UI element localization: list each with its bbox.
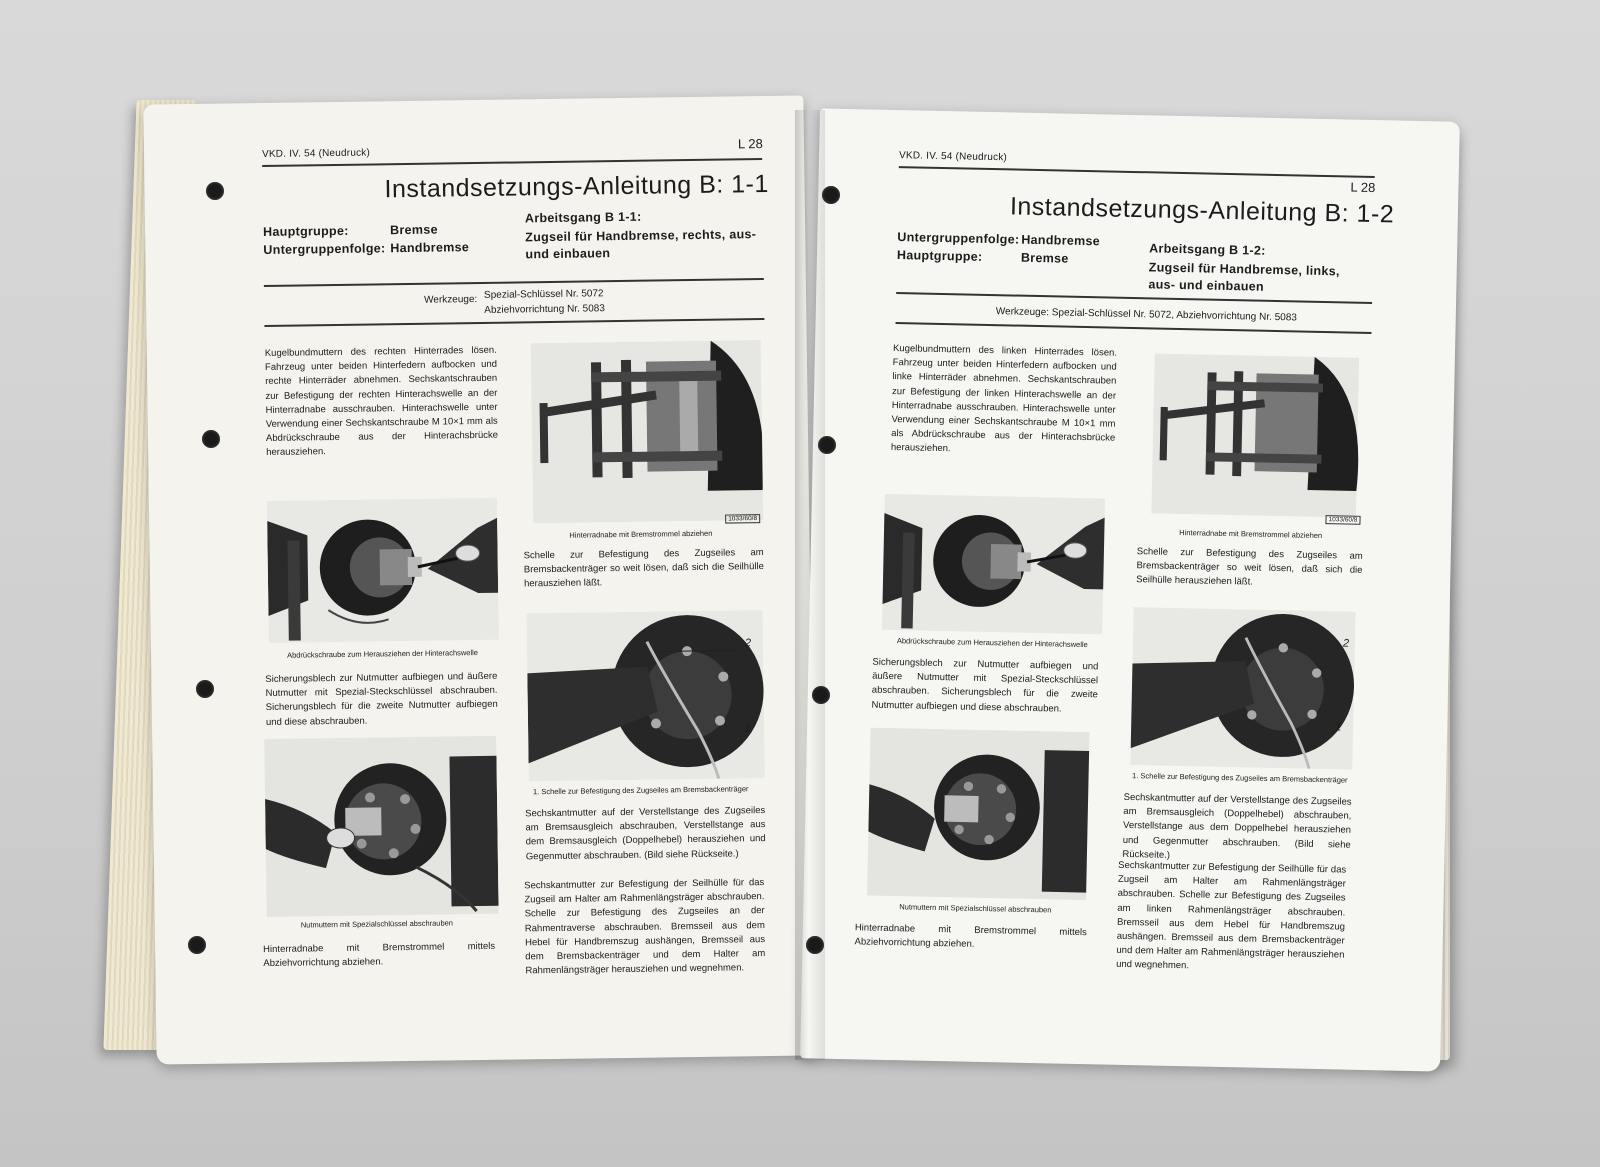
left-binder-hole-4 [188, 936, 206, 954]
right-untergruppe-value: Handbremse [1021, 232, 1101, 249]
right-hauptgruppe-value: Bremse [1020, 250, 1069, 266]
right-paragraph-1: Kugelbundmuttern des linken Hinterrades lösen. Fahrzeug unter beiden Hinterfedern aufbocken und linke Hinterräder abnehmen. Sechskantschrauben zur Befestigung der linken Hinterachswelle an der Hinterradnabe ausschrauben. Hinterachswelle unter Verwendung einer Sechskantschraube M 10×1 mm als Abdrückschraube aus der Hinterachsbrücke herausziehen. [890, 342, 1118, 455]
right-rule-2 [896, 322, 1372, 333]
right-tools-1: Spezial-Schlüssel Nr. 5072, Abziehvorrichtung Nr. 5083 [1051, 307, 1297, 324]
right-paragraph-5: Sechskantmutter auf der Verstellstange des Zugseiles am Bremsausgleich (Doppelhebel) abschrauben, Verstellstange aus dem Doppelhebel herausziehen und Gegenmutter abschrauben. (Bild siehe Rückseite.) [1122, 791, 1352, 861]
right-callout-1: 1 [1335, 721, 1342, 734]
left-caption-4: 1. Schelle zur Befestigung des Zugseiles am Bremsbackenträger [532, 784, 749, 797]
left-photo-nut-removal [264, 736, 498, 917]
right-caption-2: Nutmuttern mit Spezialschlüssel abschrauben [899, 902, 1052, 915]
right-binder-hole-4 [806, 936, 824, 954]
right-arbeitsgang-label: Arbeitsgang B 1-2: [1149, 241, 1266, 258]
right-header-rule [899, 166, 1375, 177]
right-caption-1: Abdrückschraube zum Herausziehen der Hinterachswelle [896, 636, 1088, 650]
left-tools-label: Werkzeuge: [424, 294, 478, 306]
right-untergruppe-label: Untergruppenfolge: [897, 230, 1020, 247]
right-paragraph-6: Sechskantmutter zur Befestigung der Seilhülle für das Zugseil am Halter am Rahmenlängsträger abschrauben. Schelle zur Befestigung des Zugseiles am linken Rahmenlängsträger abschrauben. Bremsseil aus dem Hebel für Handbremszug aushängen. Bremsseil aus dem Bremsbackenträger und dem Halter am Rahmenlängsträger herausziehen und wegnehmen. [1116, 859, 1347, 972]
left-page-title: Instandsetzungs-Anleitung B: 1-1 [384, 169, 769, 204]
right-arbeitsgang-text: Zugseil für Handbremse, links, aus- und einbauen [1148, 260, 1340, 294]
left-photo-hub-puller [531, 340, 763, 523]
left-photo-backing-plate [526, 610, 764, 781]
left-untergruppe-value: Handbremse [390, 240, 470, 256]
left-page-code: L 28 [737, 136, 763, 152]
left-binder-hole-2 [202, 430, 220, 448]
left-binder-hole-1 [206, 182, 224, 200]
right-binder-hole-1 [822, 186, 840, 204]
left-page [143, 95, 816, 1064]
right-binder-hole-2 [818, 436, 836, 454]
left-arbeitsgang-text: Zugseil für Handbremse, rechts, aus- und einbauen [525, 227, 757, 262]
right-page [800, 108, 1460, 1071]
right-caption-4: 1. Schelle zur Befestigung des Zugseiles am Bremsbackenträger [1132, 771, 1348, 785]
left-photo-axle-shaft [267, 498, 499, 643]
left-header-rule [262, 158, 762, 166]
right-caption-3: Hinterradnabe mit Bremstrommel abziehen [1179, 528, 1323, 541]
right-page-title: Instandsetzungs-Anleitung B: 1-2 [1009, 192, 1395, 229]
left-caption-3: Hinterradnabe mit Bremstrommel abziehen [569, 528, 713, 540]
left-rule-1 [264, 278, 764, 286]
left-hauptgruppe-label: Hauptgruppe: [263, 223, 349, 239]
left-tools-2: Abziehvorrichtung Nr. 5083 [484, 303, 605, 316]
left-photo-stamp: 1033/60/8 [725, 514, 760, 523]
left-paragraph-4: Schelle zur Befestigung des Zugseiles am Bremsbackenträger so weit lösen, daß sich die Seilhülle herausziehen läßt. [523, 547, 764, 590]
right-photo-stamp: 1033/60/8 [1325, 515, 1360, 525]
left-paragraph-5: Sechskantmutter auf der Verstellstange des Zugseiles am Bremsausgleich abschrauben, Verstellstange aus dem Bremsausgleich (Doppelhebel) herausziehen und Gegenmutter abschrauben. (Bild siehe Rückseite.) [525, 805, 766, 862]
right-photo-backing-plate [1128, 607, 1357, 770]
left-caption-2: Nutmuttern mit Spezialschlüssel abschrauben [300, 918, 454, 930]
left-caption-1: Abdrückschraube zum Herausziehen der Hinterachswelle [286, 648, 479, 660]
left-tools-1: Spezial-Schlüssel Nr. 5072 [483, 288, 604, 301]
right-paragraph-2: Sicherungsblech zur Nutmutter aufbiegen und äußere Nutmutter mit Spezial-Steckschlüssel abschrauben. Sicherungsblech für die zweite Nutmutter aufbiegen und diese abschrauben. [871, 656, 1099, 715]
left-callout-1: 1 [744, 722, 751, 735]
book-gutter [795, 110, 825, 1060]
left-paragraph-1: Kugelbundmuttern des rechten Hinterrades lösen. Fahrzeug unter beiden Hinterfedern aufbocken und rechte Hinterräder abnehmen. Sechskantschrauben zur Befestigung der rechten Hinterachswelle an der Hinterradnabe ausschrauben. Hinterachswelle unter Verwendung einer Sechskantschraube M 10×1 mm als Abdrückschraube aus der Hinterachsbrücke herausziehen. [264, 344, 499, 459]
left-paragraph-6: Sechskantmutter zur Befestigung der Seilhülle für das Zugseil am Halter am Rahmenlängsträger abschrauben. Schelle zur Befestigung des Zugseiles an der Rahmentraverse abschrauben. Bremsseil aus dem Hebel für Handbremszug aushängen, Bremsseil aus dem Bremsbackenträger und dem Halter am Rahmenlängsträger herausziehen und wegnehmen. [524, 877, 766, 977]
left-arbeitsgang-label: Arbeitsgang B 1-1: [524, 209, 642, 226]
left-callout-2: 2 [744, 637, 752, 650]
right-paragraph-4: Schelle zur Befestigung des Zugseiles am Bremsbackenträger so weit lösen, daß sich die Seilhülle herausziehen läßt. [1136, 546, 1363, 588]
right-photo-axle-shaft [881, 494, 1106, 635]
left-rule-2 [264, 318, 764, 326]
left-untergruppe-label: Untergruppenfolge: [263, 241, 386, 257]
right-photo-hub-puller [1144, 353, 1367, 518]
right-binder-hole-3 [812, 686, 830, 704]
left-binder-hole-3 [196, 680, 214, 698]
right-page-header: VKD. IV. 54 (Neudruck) [898, 150, 1008, 164]
right-callout-2: 2 [1342, 637, 1350, 650]
right-tools-label: Werkzeuge: [995, 306, 1050, 319]
right-paragraph-3: Hinterradnabe mit Bremstrommel mittels Abziehvorrichtung abziehen. [854, 922, 1087, 951]
left-hauptgruppe-value: Bremse [390, 222, 438, 238]
right-photo-nut-removal [864, 728, 1093, 901]
right-page-code: L 28 [1350, 179, 1376, 196]
right-hauptgruppe-label: Hauptgruppe: [896, 248, 983, 264]
left-paragraph-2: Sicherungsblech zur Nutmutter aufbiegen und äußere Nutmutter mit Spezial-Steckschlüssel abschrauben. Sicherungsblech für die zweite Nutmutter aufbiegen und diese abschrauben. [265, 670, 498, 728]
left-paragraph-3: Hinterradnabe mit Bremstrommel mittels Abziehvorrichtung abziehen. [263, 940, 496, 970]
left-page-header: VKD. IV. 54 (Neudruck) [261, 147, 371, 161]
